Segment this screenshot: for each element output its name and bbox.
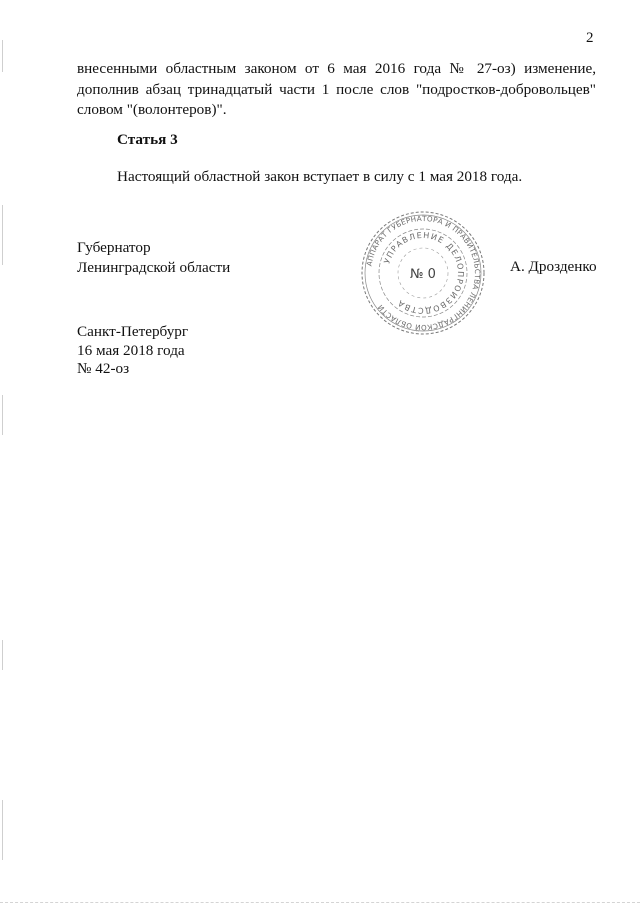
- paragraph-line: дополнив абзац тринадцатый части 1 после слов "подростков-добровольцев": [77, 80, 596, 98]
- paragraph-line: внесенными областным законом от 6 мая 2016 года № 27-оз) изменение,: [77, 60, 596, 77]
- signer-name: А. Дрозденко: [510, 258, 597, 275]
- signing-city: Санкт-Петербург: [77, 323, 189, 340]
- article-body: Настоящий областной закон вступает в силу с 1 мая 2018 года.: [117, 168, 523, 185]
- signing-date: 16 мая 2018 года: [77, 341, 185, 359]
- place-date-block: [77, 323, 188, 379]
- signer-position-line: Губернатор: [77, 239, 151, 256]
- scan-edge-mark: [2, 205, 3, 265]
- seal-outer-text: АППАРАТ ГУБЕРНАТОРА И ПРАВИТЕЛЬСТВА ЛЕНИНГРАДСКОЙ ОБЛАСТИ: [364, 213, 483, 333]
- scan-bottom-edge: [0, 902, 640, 903]
- scan-edge-mark: [2, 800, 3, 860]
- seal-center-text: № 0: [410, 267, 436, 282]
- intro-paragraph: [77, 59, 596, 121]
- paragraph-line: словом "(волонтеров)".: [77, 101, 227, 118]
- law-number: № 42-оз: [77, 360, 130, 377]
- seal-inner-text: УПРАВЛЕНИЕ ДЕЛОПРОИЗВОДСТВА: [382, 230, 466, 316]
- signer-position: [77, 238, 230, 278]
- scan-edge-mark: [2, 40, 3, 72]
- scan-edge-mark: [2, 640, 3, 670]
- official-seal-stamp: [360, 210, 486, 336]
- scan-edge-mark: [2, 395, 3, 435]
- signer-position-line: Ленинградской области: [77, 259, 231, 276]
- article-title: Статья 3: [117, 131, 178, 148]
- page-number: 2: [586, 30, 594, 46]
